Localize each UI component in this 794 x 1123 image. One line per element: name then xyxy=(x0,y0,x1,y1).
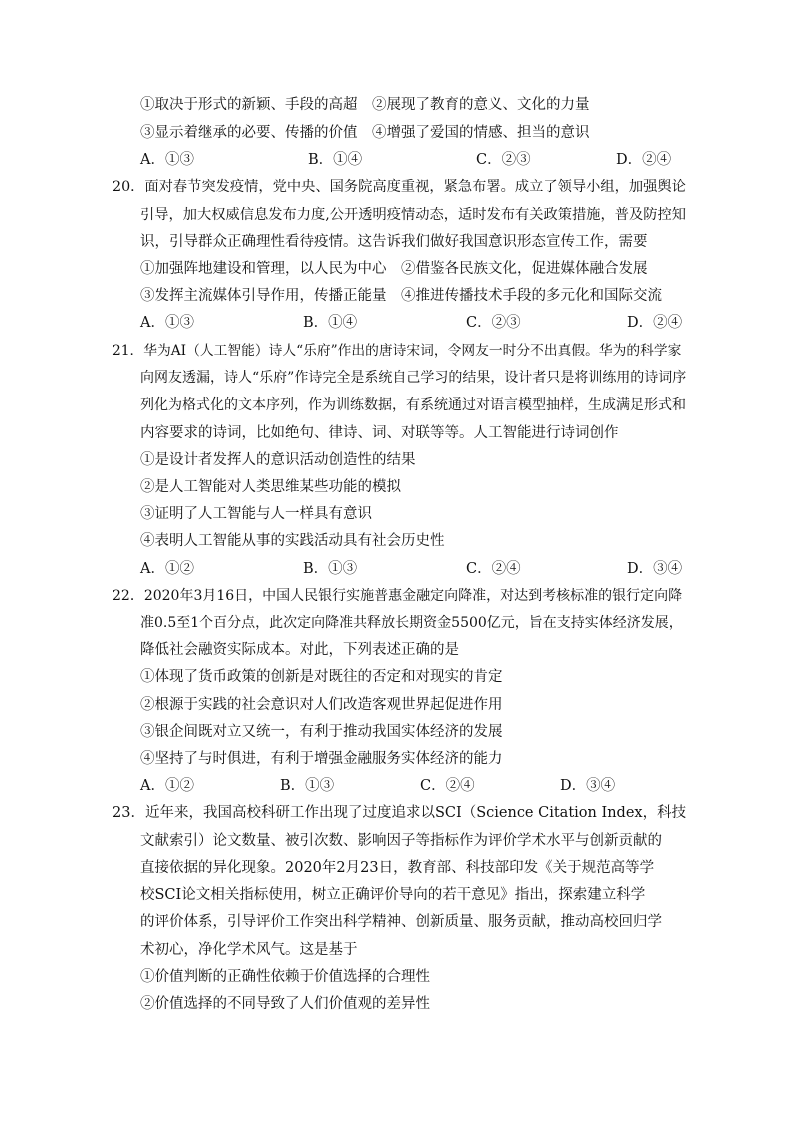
q20-stem-line-2: 引导，加大权威信息发布力度,公开透明疫情动态，适时发布有关政策措施，普及防控知 xyxy=(140,207,687,223)
q21-statement-2: ②是人工智能对人类思维某些功能的模拟 xyxy=(140,479,401,495)
q21-options xyxy=(140,559,683,579)
q21-option-c: C．②④ xyxy=(466,561,521,577)
q21-statement-3: ③证明了人工智能与人一样具有意识 xyxy=(140,506,372,522)
q21-statement-1: ①是设计者发挥人的意识活动创造性的结果 xyxy=(140,452,416,468)
q22-statement-1: ①体现了货币政策的创新是对既往的否定和对现实的肯定 xyxy=(140,669,503,685)
q21-stem-line-2: 向网友透漏，诗人“乐府”作诗完全是系统自己学习的结果，设计者只是将训练用的诗词序 xyxy=(140,370,687,386)
q20-option-c: C．②③ xyxy=(466,315,521,331)
q23-stem-line-2: 文献索引）论文数量、被引次数、影响因子等指标作为评价学术水平与创新贡献的 xyxy=(140,833,662,849)
q22-option-b: B．①③ xyxy=(280,778,335,794)
q23-stem-line-5: 的评价体系，引导评价工作突出科学精神、创新质量、服务贡献，推动高校回归学 xyxy=(140,914,662,930)
q22-stem-line-3: 降低社会融资实际成本。对此，下列表述正确的是 xyxy=(140,642,459,658)
q19-option-b: B．①④ xyxy=(308,152,363,168)
q21-statement-4: ④表明人工智能从事的实践活动具有社会历史性 xyxy=(140,533,445,549)
q20-stem-line-3: 识，引导群众正确理性看待疫情。这告诉我们做好我国意识形态宣传工作，需要 xyxy=(140,234,648,250)
q22-stem-line-2: 准0.5至1个百分点，此次定向降准共释放长期资金5500亿元，旨在支持实体经济发展， xyxy=(140,615,683,631)
q23-stem-line-1: 23．近年来，我国高校科研工作出现了过度追求以SCI（Science Citation Index，科技 xyxy=(112,805,687,821)
q23-stem-line-3: 直接依据的异化现象。2020年2月23日，教育部、科技部印发《关于规范高等学 xyxy=(140,860,655,876)
q21-stem-line-3: 列化为格式化的文本序列，作为训练数据，有系统通过对语言模型抽样，生成满足形式和 xyxy=(140,397,686,413)
q23-stem-line-6: 术初心，净化学术风气。这是基于 xyxy=(140,942,358,958)
q19-options xyxy=(140,150,680,170)
q19-option-a: A．①③ xyxy=(140,152,194,168)
q22-option-a: A．①② xyxy=(140,778,194,794)
q22-statement-4: ④坚持了与时俱进，有利于增强金融服务实体经济的能力 xyxy=(140,751,503,767)
q20-option-d: D．②④ xyxy=(627,315,683,331)
q19-option-c: C．②③ xyxy=(476,152,531,168)
q22-options xyxy=(140,776,680,796)
q22-option-c: C．②④ xyxy=(420,778,475,794)
q20-options xyxy=(140,313,683,333)
q21-option-a: A．①② xyxy=(140,561,194,577)
q19-option-d: D．②④ xyxy=(616,152,672,168)
q23-stem-line-4: 校SCI论文相关指标使用，树立正确评价导向的若干意见》指出，探索建立科学 xyxy=(140,887,646,903)
q22-statement-2: ②根源于实践的社会意识对人们改造客观世界起促进作用 xyxy=(140,697,503,713)
q22-option-d: D．③④ xyxy=(560,778,616,794)
q21-stem-line-1: 21．华为AI（人工智能）诗人“乐府”作出的唐诗宋词，令网友一时分不出真假。华为的科学家 xyxy=(112,343,682,359)
q23-statement-2: ②价值选择的不同导致了人们价值观的差异性 xyxy=(140,996,430,1012)
q22-stem-line-1: 22．2020年3月16日，中国人民银行实施普惠金融定向降准，对达到考核标准的银行定向降 xyxy=(112,588,683,604)
q20-statement-line-1: ①加强阵地建设和管理，以人民为中心 ②借鉴各民族文化，促进媒体融合发展 xyxy=(140,261,648,277)
q20-option-a: A．①③ xyxy=(140,315,194,331)
q22-statement-3: ③银企间既对立又统一，有利于推动我国实体经济的发展 xyxy=(140,724,503,740)
q19-statement-line-2: ③显示着继承的必要、传播的价值 ④增强了爱国的情感、担当的意识 xyxy=(140,125,590,141)
q19-statement-line-1: ①取决于形式的新颖、手段的高超 ②展现了教育的意义、文化的力量 xyxy=(140,97,590,113)
q21-option-b: B．①③ xyxy=(303,561,358,577)
q20-statement-line-2: ③发挥主流媒体引导作用，传播正能量 ④推进传播技术手段的多元化和国际交流 xyxy=(140,288,662,304)
q21-option-d: D．③④ xyxy=(627,561,683,577)
q21-stem-line-4: 内容要求的诗词，比如绝句、律诗、词、对联等等。人工智能进行诗词创作 xyxy=(140,425,619,441)
q23-statement-1: ①价值判断的正确性依赖于价值选择的合理性 xyxy=(140,969,430,985)
q20-option-b: B．①④ xyxy=(303,315,358,331)
q20-stem-line-1: 20．面对春节突发疫情，党中央、国务院高度重视，紧急布署。成立了领导小组，加强舆论 xyxy=(112,179,686,195)
